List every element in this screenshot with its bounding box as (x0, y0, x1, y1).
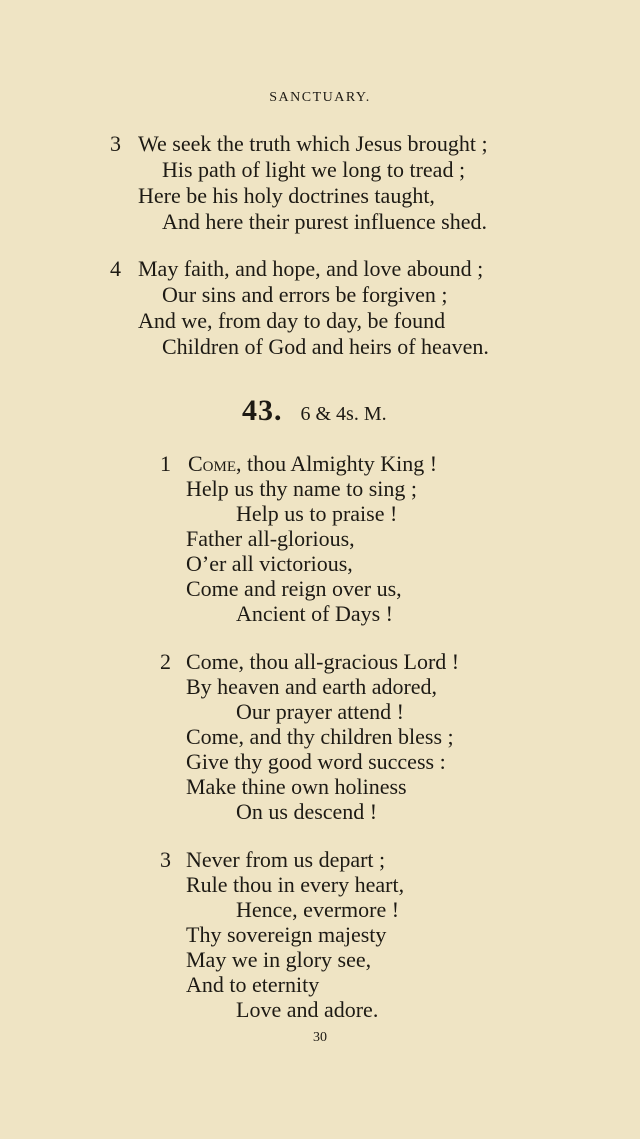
verse-line: Father all-glorious, (186, 526, 355, 551)
verse-line: Here be his holy doctrines taught, (138, 183, 435, 208)
verse-line: Our sins and errors be forgiven ; (162, 282, 448, 307)
verse-line: Hence, evermore ! (236, 897, 400, 922)
verse-line: And to eternity (186, 972, 320, 997)
verse-line: Come, thou all-gracious Lord ! (186, 649, 460, 674)
verse-line: Make thine own holiness (186, 774, 407, 799)
verse-line: Love and adore. (236, 997, 379, 1022)
verse-line: And here their purest influence shed. (162, 209, 487, 234)
hymn-meter: 6 & 4s. M. (300, 403, 387, 425)
verse-line: Help us thy name to sing ; (186, 476, 417, 501)
verse-line: Come, and thy children bless ; (186, 724, 454, 749)
page-number: 30 (313, 1030, 327, 1045)
verse-line: Ancient of Days ! (236, 601, 394, 626)
first-word: Come, (188, 451, 242, 476)
verse-line-rest: thou Almighty King ! (247, 451, 438, 476)
verse-line: Give thy good word success : (186, 749, 446, 774)
verse-line: We seek the truth which Jesus brought ; (138, 131, 488, 156)
verse-line: May faith, and hope, and love abound ; (138, 256, 484, 281)
hymn-heading (242, 394, 387, 428)
verse-number: 3 (160, 847, 171, 872)
verse-line: On us descend ! (236, 799, 378, 824)
verse-number: 3 (110, 131, 121, 156)
verse-line: His path of light we long to tread ; (162, 157, 466, 182)
verse-line (188, 452, 437, 476)
verse-line: May we in glory see, (186, 947, 372, 972)
verse-line: By heaven and earth adored, (186, 674, 438, 699)
verse-line: Our prayer attend ! (236, 699, 404, 724)
verse-number: 4 (110, 256, 121, 281)
verse-line: Help us to praise ! (236, 501, 398, 526)
verse-line: Thy sovereign majesty (186, 922, 387, 947)
verse-line: Rule thou in every heart, (186, 872, 405, 897)
verse-line: O’er all victorious, (186, 551, 353, 576)
verse-line: Never from us depart ; (186, 847, 386, 872)
verse-line: Children of God and heirs of heaven. (162, 334, 489, 359)
verse-line: Come and reign over us, (186, 576, 402, 601)
running-header: SANCTUARY. (269, 90, 371, 105)
verse-number: 2 (160, 649, 171, 674)
verse-line: And we, from day to day, be found (138, 308, 446, 333)
verse-number: 1 (160, 451, 171, 476)
hymn-number: 43. (242, 394, 283, 427)
